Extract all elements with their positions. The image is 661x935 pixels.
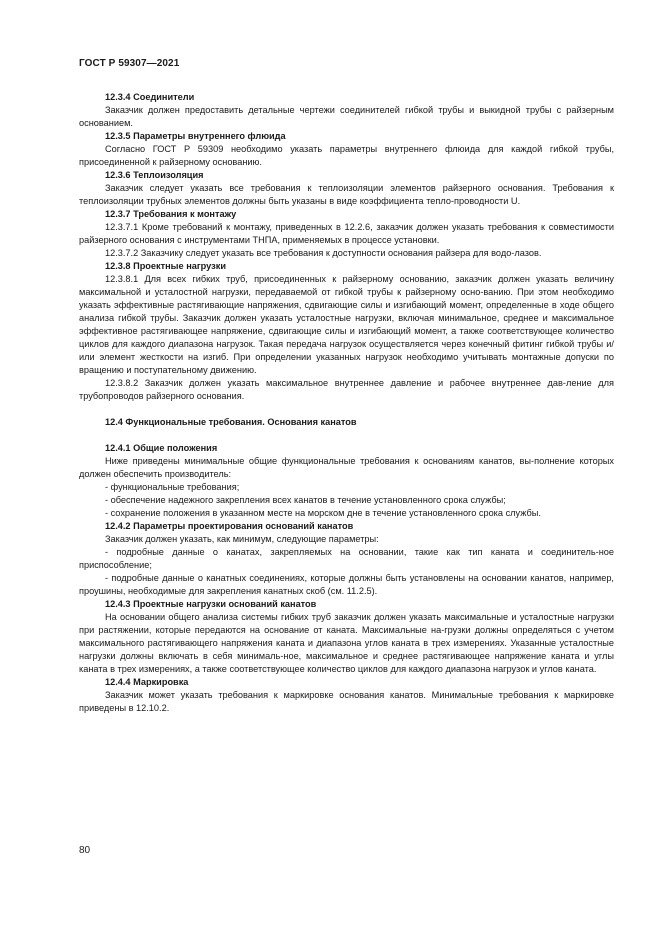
page-number: 80 — [79, 845, 91, 856]
paragraph: 12.3.8.1 Для всех гибких труб, присоединенных к райзерному основанию, заказчик должен указать величину максимальной и усталостной нагрузки, передаваемой от гибкой трубы к райзерному осно-ванию. При этом необходимо указать эффективные растягивающие напряжения, сдвигающие силы и изгибающий момент, определенные в ходе общего анализа гибкой трубы. Заказчик должен указать усталостные нагрузки, включая минимальное, среднее и максимальное эффективное растягивающее напряжение, сдвигающие силы и изгибающий момент, а также соответствующее количество циклов для каждого диапазона нагрузок. Такая передача нагрузок осуществляется через конечный фитинг гибкой трубы и/или элемент жесткости на изгиб. При определении указанных нагрузок необходимо учитывать монтажные допуски по вращению и поступательному движению. — [79, 274, 614, 375]
paragraph: 12.3.8.2 Заказчик должен указать максимальное внутреннее давление и рабочее внутреннее дав-ление для трубопроводов райзерного основания. — [79, 378, 614, 401]
paragraph: Заказчик должен предоставить детальные чертежи соединителей гибкой трубы и выкидной трубы с райзерным основанием. — [79, 105, 614, 128]
spacer — [79, 429, 614, 442]
section-heading: 12.3.5 Параметры внутреннего флюида — [105, 131, 286, 141]
list-item: - подробные данные о канатах, закрепляемых на основании, такие как тип каната и соединитель-ное приспособление; — [79, 547, 614, 570]
paragraph: Заказчик следует указать все требования к теплоизоляции элементов райзерного основания. Требования к теплоизоляции трубных элементов должны быть указаны в виде коэффициента тепло-проводности U. — [79, 183, 614, 206]
list-item: - подробные данные о канатных соединениях, которые должны быть установлены на основании канатов, например, проушины, необходимые для закрепления канатных скоб (см. 11.2.5). — [79, 573, 614, 596]
section-heading: 12.4 Функциональные требования. Основания канатов — [105, 417, 357, 427]
paragraph: 12.3.7.1 Кроме требований к монтажу, приведенных в 12.2.6, заказчик должен указать требования к совместимости райзерного основания с инструментами ТНПА, применяемых в процессе установки. — [79, 222, 614, 245]
spacer — [79, 403, 614, 416]
section-heading: 12.4.4 Маркировка — [105, 677, 189, 687]
document-header: ГОСТ Р 59307—2021 — [79, 58, 180, 69]
section-heading: 12.3.8 Проектные нагрузки — [105, 261, 226, 271]
section-heading: 12.4.2 Параметры проектирования оснований канатов — [105, 521, 354, 531]
section-heading: 12.3.4 Соединители — [105, 92, 195, 102]
paragraph: На основании общего анализа системы гибких труб заказчик должен указать максимальные и усталостные нагрузки при растяжении, которые передаются на основание от каната. Максимальные на-грузки должны определяться с учетом максимального растягивающего напряжения каната и диапазона углов каната в трех измерениях. Указанные усталостные нагрузки должны включать в себя минималь-ное, максимальное и среднее растягивающее напряжение каната и углы каната в трех измерениях, а также соответствующее количество циклов для каждого диапазона нагрузок и углов каната. — [79, 612, 614, 674]
document-body — [79, 91, 614, 715]
list-item: - сохранение положения в указанном месте на морском дне в течение установленного срока службы. — [105, 508, 541, 518]
paragraph: Заказчик должен указать, как минимум, следующие параметры: — [105, 534, 379, 544]
paragraph: Согласно ГОСТ Р 59309 необходимо указать параметры внутреннего флюида для каждой гибкой трубы, присоединенной к райзерному основанию. — [79, 144, 614, 167]
list-item: - обеспечение надежного закрепления всех канатов в течение установленного срока службы; — [105, 495, 506, 505]
paragraph: Ниже приведены минимальные общие функциональные требования к основаниям канатов, вы-полнение которых должен обеспечить производитель: — [79, 456, 614, 479]
list-item: - функциональные требования; — [105, 482, 240, 492]
paragraph: 12.3.7.2 Заказчику следует указать все требования к доступности основания райзера для водо-лазов. — [105, 248, 542, 258]
paragraph: Заказчик может указать требования к маркировке основания канатов. Минимальные требования к маркировке приведены в 12.10.2. — [79, 690, 614, 713]
section-heading: 12.3.7 Требования к монтажу — [105, 209, 237, 219]
section-heading: 12.3.6 Теплоизоляция — [105, 170, 204, 180]
section-heading: 12.4.1 Общие положения — [105, 443, 218, 453]
section-heading: 12.4.3 Проектные нагрузки оснований канатов — [105, 599, 317, 609]
